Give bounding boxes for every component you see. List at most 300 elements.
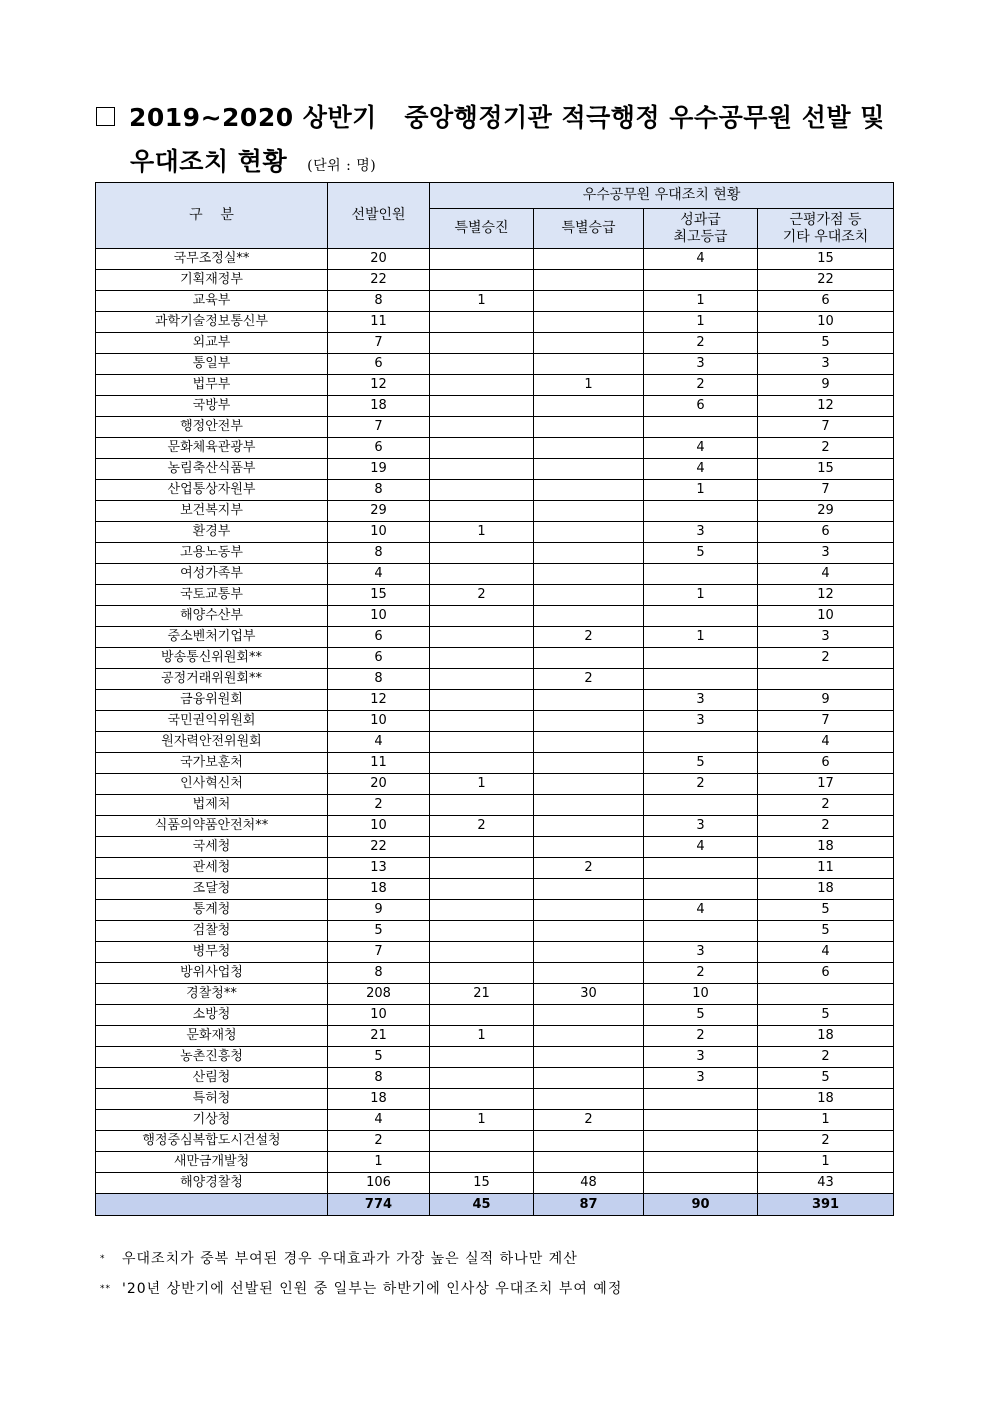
cell-selected: 4 bbox=[328, 732, 430, 753]
cell-agency: 통일부 bbox=[96, 354, 328, 375]
cell-other: 2 bbox=[758, 438, 894, 459]
cell-bonus-top bbox=[644, 669, 758, 690]
cell-special-promotion bbox=[430, 333, 534, 354]
cell-selected: 9 bbox=[328, 900, 430, 921]
cell-other: 5 bbox=[758, 333, 894, 354]
cell-special-promotion bbox=[430, 732, 534, 753]
cell-selected: 7 bbox=[328, 333, 430, 354]
cell-selected: 8 bbox=[328, 1068, 430, 1089]
table-row bbox=[96, 333, 894, 354]
cell-bonus-top: 3 bbox=[644, 1068, 758, 1089]
header-category: 구 분 bbox=[96, 183, 328, 249]
cell-special-promotion bbox=[430, 606, 534, 627]
cell-other: 4 bbox=[758, 564, 894, 585]
cell-other: 2 bbox=[758, 1047, 894, 1068]
cell-bonus-top bbox=[644, 564, 758, 585]
cell-other: 1 bbox=[758, 1110, 894, 1131]
cell-special-grade bbox=[534, 753, 644, 774]
footnote-mark: ** bbox=[100, 1284, 111, 1294]
cell-bonus-top bbox=[644, 1152, 758, 1173]
cell-special-promotion bbox=[430, 1152, 534, 1173]
total-cell-selected: 774 bbox=[328, 1194, 430, 1216]
unit-label: (단위 : 명) bbox=[307, 158, 377, 174]
cell-bonus-top bbox=[644, 732, 758, 753]
cell-agency: 행정안전부 bbox=[96, 417, 328, 438]
cell-special-grade bbox=[534, 354, 644, 375]
cell-special-grade bbox=[534, 1005, 644, 1026]
cell-other: 15 bbox=[758, 459, 894, 480]
cell-bonus-top bbox=[644, 921, 758, 942]
cell-bonus-top: 4 bbox=[644, 459, 758, 480]
cell-bonus-top: 2 bbox=[644, 1026, 758, 1047]
cell-special-promotion: 15 bbox=[430, 1173, 534, 1194]
table-row bbox=[96, 732, 894, 753]
cell-selected: 10 bbox=[328, 606, 430, 627]
cell-bonus-top bbox=[644, 795, 758, 816]
cell-special-promotion: 1 bbox=[430, 1026, 534, 1047]
cell-agency: 병무청 bbox=[96, 942, 328, 963]
table-row bbox=[96, 543, 894, 564]
table-row bbox=[96, 501, 894, 522]
cell-special-grade: 30 bbox=[534, 984, 644, 1005]
cell-special-promotion: 1 bbox=[430, 1110, 534, 1131]
table-row bbox=[96, 837, 894, 858]
cell-special-promotion bbox=[430, 459, 534, 480]
document-title bbox=[96, 96, 885, 188]
cell-special-promotion bbox=[430, 480, 534, 501]
header-special-grade: 특별승급 bbox=[534, 209, 644, 249]
cell-other: 2 bbox=[758, 648, 894, 669]
cell-other: 12 bbox=[758, 396, 894, 417]
cell-agency: 방송통신위원회** bbox=[96, 648, 328, 669]
cell-selected: 4 bbox=[328, 564, 430, 585]
cell-selected: 7 bbox=[328, 417, 430, 438]
cell-special-grade: 2 bbox=[534, 858, 644, 879]
cell-selected: 18 bbox=[328, 1089, 430, 1110]
cell-bonus-top bbox=[644, 879, 758, 900]
header-other-line1: 근평가점 등 bbox=[789, 211, 862, 228]
cell-special-grade bbox=[534, 270, 644, 291]
cell-bonus-top: 2 bbox=[644, 963, 758, 984]
table-row bbox=[96, 858, 894, 879]
cell-other: 11 bbox=[758, 858, 894, 879]
cell-selected: 20 bbox=[328, 774, 430, 795]
cell-special-promotion bbox=[430, 879, 534, 900]
title-text-2: 우대조치 현황 bbox=[130, 147, 288, 176]
cell-other: 6 bbox=[758, 753, 894, 774]
cell-other: 9 bbox=[758, 690, 894, 711]
cell-bonus-top: 1 bbox=[644, 291, 758, 312]
cell-special-grade bbox=[534, 921, 644, 942]
cell-selected: 12 bbox=[328, 375, 430, 396]
cell-agency: 식품의약품안전처** bbox=[96, 816, 328, 837]
cell-agency: 새만금개발청 bbox=[96, 1152, 328, 1173]
cell-bonus-top: 3 bbox=[644, 942, 758, 963]
header-other-line2: 기타 우대조치 bbox=[782, 228, 869, 245]
table-row bbox=[96, 438, 894, 459]
cell-agency: 금융위원회 bbox=[96, 690, 328, 711]
cell-selected: 22 bbox=[328, 270, 430, 291]
cell-other: 18 bbox=[758, 879, 894, 900]
cell-selected: 6 bbox=[328, 354, 430, 375]
cell-bonus-top: 3 bbox=[644, 711, 758, 732]
header-special-promotion: 특별승진 bbox=[430, 209, 534, 249]
cell-special-grade bbox=[534, 564, 644, 585]
cell-special-promotion: 1 bbox=[430, 774, 534, 795]
cell-bonus-top: 1 bbox=[644, 312, 758, 333]
cell-agency: 원자력안전위원회 bbox=[96, 732, 328, 753]
cell-selected: 22 bbox=[328, 837, 430, 858]
table-row bbox=[96, 1110, 894, 1131]
cell-agency: 과학기술정보통신부 bbox=[96, 312, 328, 333]
cell-special-grade bbox=[534, 1026, 644, 1047]
cell-special-grade: 2 bbox=[534, 1110, 644, 1131]
header-bonus-top bbox=[644, 209, 758, 249]
cell-selected: 6 bbox=[328, 648, 430, 669]
footnote-text: '20년 상반기에 선발된 인원 중 일부는 하반기에 인사상 우대조치 부여 예정 bbox=[122, 1281, 623, 1297]
table-row bbox=[96, 1068, 894, 1089]
cell-special-grade: 48 bbox=[534, 1173, 644, 1194]
cell-bonus-top bbox=[644, 606, 758, 627]
cell-selected: 18 bbox=[328, 396, 430, 417]
cell-other: 6 bbox=[758, 963, 894, 984]
cell-special-grade bbox=[534, 501, 644, 522]
cell-selected: 8 bbox=[328, 963, 430, 984]
table-row bbox=[96, 774, 894, 795]
cell-bonus-top: 1 bbox=[644, 627, 758, 648]
cell-other: 10 bbox=[758, 606, 894, 627]
cell-special-grade bbox=[534, 312, 644, 333]
cell-bonus-top: 1 bbox=[644, 585, 758, 606]
total-cell-special-promotion: 45 bbox=[430, 1194, 534, 1216]
cell-special-promotion bbox=[430, 396, 534, 417]
table-row bbox=[96, 669, 894, 690]
total-cell-agency bbox=[96, 1194, 328, 1216]
cell-special-promotion bbox=[430, 648, 534, 669]
cell-bonus-top bbox=[644, 858, 758, 879]
cell-agency: 해양경찰청 bbox=[96, 1173, 328, 1194]
cell-other: 10 bbox=[758, 312, 894, 333]
cell-special-grade bbox=[534, 690, 644, 711]
cell-bonus-top: 3 bbox=[644, 522, 758, 543]
cell-agency: 관세청 bbox=[96, 858, 328, 879]
cell-selected: 11 bbox=[328, 753, 430, 774]
cell-agency: 환경부 bbox=[96, 522, 328, 543]
cell-other: 22 bbox=[758, 270, 894, 291]
cell-special-grade bbox=[534, 291, 644, 312]
cell-agency: 중소벤처기업부 bbox=[96, 627, 328, 648]
cell-special-grade bbox=[534, 1047, 644, 1068]
table-row bbox=[96, 690, 894, 711]
table-row bbox=[96, 585, 894, 606]
cell-special-promotion bbox=[430, 564, 534, 585]
table-row bbox=[96, 459, 894, 480]
header-selected: 선발인원 bbox=[328, 183, 430, 249]
cell-other: 5 bbox=[758, 921, 894, 942]
cell-agency: 문화재청 bbox=[96, 1026, 328, 1047]
cell-bonus-top bbox=[644, 1089, 758, 1110]
cell-special-promotion bbox=[430, 501, 534, 522]
cell-bonus-top: 2 bbox=[644, 375, 758, 396]
cell-special-promotion bbox=[430, 690, 534, 711]
table-row bbox=[96, 648, 894, 669]
cell-special-grade bbox=[534, 522, 644, 543]
cell-agency: 인사혁신처 bbox=[96, 774, 328, 795]
cell-other: 3 bbox=[758, 543, 894, 564]
total-cell-other: 391 bbox=[758, 1194, 894, 1216]
table-row bbox=[96, 1005, 894, 1026]
cell-selected: 6 bbox=[328, 627, 430, 648]
cell-bonus-top: 3 bbox=[644, 1047, 758, 1068]
cell-selected: 19 bbox=[328, 459, 430, 480]
cell-bonus-top: 4 bbox=[644, 837, 758, 858]
cell-special-grade bbox=[534, 438, 644, 459]
cell-special-promotion bbox=[430, 627, 534, 648]
cell-other: 7 bbox=[758, 480, 894, 501]
table-row bbox=[96, 1089, 894, 1110]
cell-special-promotion bbox=[430, 417, 534, 438]
cell-bonus-top: 6 bbox=[644, 396, 758, 417]
cell-special-promotion bbox=[430, 942, 534, 963]
cell-agency: 기상청 bbox=[96, 1110, 328, 1131]
cell-bonus-top: 4 bbox=[644, 900, 758, 921]
cell-special-promotion: 2 bbox=[430, 585, 534, 606]
cell-special-promotion bbox=[430, 837, 534, 858]
total-cell-bonus-top: 90 bbox=[644, 1194, 758, 1216]
cell-special-grade bbox=[534, 711, 644, 732]
cell-selected: 18 bbox=[328, 879, 430, 900]
cell-bonus-top: 2 bbox=[644, 774, 758, 795]
table-body bbox=[96, 249, 894, 1216]
footnotes bbox=[100, 1248, 622, 1308]
cell-agency: 국가보훈처 bbox=[96, 753, 328, 774]
title-line-1 bbox=[96, 96, 885, 140]
cell-selected: 12 bbox=[328, 690, 430, 711]
cell-bonus-top: 4 bbox=[644, 249, 758, 270]
table-row bbox=[96, 564, 894, 585]
cell-selected: 21 bbox=[328, 1026, 430, 1047]
cell-agency: 국방부 bbox=[96, 396, 328, 417]
cell-agency: 외교부 bbox=[96, 333, 328, 354]
table-row bbox=[96, 606, 894, 627]
cell-special-grade bbox=[534, 837, 644, 858]
table-row bbox=[96, 1173, 894, 1194]
cell-selected: 6 bbox=[328, 438, 430, 459]
cell-other bbox=[758, 669, 894, 690]
cell-agency: 방위사업청 bbox=[96, 963, 328, 984]
cell-special-grade bbox=[534, 774, 644, 795]
cell-selected: 7 bbox=[328, 942, 430, 963]
cell-agency: 여성가족부 bbox=[96, 564, 328, 585]
cell-other: 2 bbox=[758, 1131, 894, 1152]
cell-special-grade bbox=[534, 900, 644, 921]
cell-special-promotion bbox=[430, 900, 534, 921]
table-row bbox=[96, 816, 894, 837]
cell-bonus-top bbox=[644, 648, 758, 669]
cell-other: 18 bbox=[758, 837, 894, 858]
cell-special-promotion: 21 bbox=[430, 984, 534, 1005]
table-row bbox=[96, 1047, 894, 1068]
table-row bbox=[96, 270, 894, 291]
cell-other: 5 bbox=[758, 1068, 894, 1089]
cell-special-grade bbox=[534, 795, 644, 816]
cell-bonus-top: 1 bbox=[644, 480, 758, 501]
cell-special-grade bbox=[534, 1152, 644, 1173]
table-row bbox=[96, 375, 894, 396]
cell-special-promotion bbox=[430, 375, 534, 396]
cell-other: 4 bbox=[758, 732, 894, 753]
total-cell-special-grade: 87 bbox=[534, 1194, 644, 1216]
cell-agency: 조달청 bbox=[96, 879, 328, 900]
header-bonus-line1: 성과급 bbox=[680, 211, 721, 228]
cell-bonus-top bbox=[644, 1110, 758, 1131]
table-row bbox=[96, 942, 894, 963]
cell-agency: 문화체육관광부 bbox=[96, 438, 328, 459]
cell-bonus-top: 3 bbox=[644, 816, 758, 837]
cell-selected: 10 bbox=[328, 1005, 430, 1026]
cell-special-promotion bbox=[430, 1089, 534, 1110]
footnote bbox=[100, 1248, 622, 1278]
cell-other bbox=[758, 984, 894, 1005]
table-row bbox=[96, 522, 894, 543]
title-text-1: 2019~2020 상반기 중앙행정기관 적극행정 우수공무원 선발 및 bbox=[129, 103, 885, 132]
cell-selected: 5 bbox=[328, 921, 430, 942]
cell-special-grade: 2 bbox=[534, 627, 644, 648]
cell-selected: 10 bbox=[328, 522, 430, 543]
cell-other: 7 bbox=[758, 711, 894, 732]
cell-agency: 산림청 bbox=[96, 1068, 328, 1089]
cell-bonus-top: 4 bbox=[644, 438, 758, 459]
cell-bonus-top bbox=[644, 1173, 758, 1194]
cell-selected: 8 bbox=[328, 291, 430, 312]
table-row bbox=[96, 312, 894, 333]
cell-special-promotion: 1 bbox=[430, 522, 534, 543]
cell-bonus-top bbox=[644, 1131, 758, 1152]
cell-other: 6 bbox=[758, 522, 894, 543]
cell-other: 2 bbox=[758, 795, 894, 816]
cell-agency: 기획재정부 bbox=[96, 270, 328, 291]
cell-agency: 국민권익위원회 bbox=[96, 711, 328, 732]
cell-agency: 법무부 bbox=[96, 375, 328, 396]
table-row bbox=[96, 249, 894, 270]
table-row bbox=[96, 354, 894, 375]
cell-special-promotion bbox=[430, 438, 534, 459]
cell-selected: 8 bbox=[328, 543, 430, 564]
title-line-2 bbox=[96, 140, 885, 188]
footnote bbox=[100, 1278, 622, 1308]
cell-agency: 농림축산식품부 bbox=[96, 459, 328, 480]
cell-selected: 8 bbox=[328, 480, 430, 501]
cell-special-grade bbox=[534, 606, 644, 627]
cell-bonus-top: 3 bbox=[644, 690, 758, 711]
cell-selected: 2 bbox=[328, 795, 430, 816]
cell-special-grade bbox=[534, 816, 644, 837]
cell-selected: 11 bbox=[328, 312, 430, 333]
cell-agency: 농촌진흥청 bbox=[96, 1047, 328, 1068]
cell-special-grade bbox=[534, 480, 644, 501]
cell-special-grade bbox=[534, 879, 644, 900]
cell-special-grade bbox=[534, 249, 644, 270]
cell-other: 17 bbox=[758, 774, 894, 795]
table-row bbox=[96, 291, 894, 312]
cell-selected: 10 bbox=[328, 711, 430, 732]
cell-special-grade bbox=[534, 543, 644, 564]
cell-agency: 경찰청** bbox=[96, 984, 328, 1005]
header-bonus-line2: 최고등급 bbox=[673, 228, 728, 245]
cell-special-promotion bbox=[430, 312, 534, 333]
cell-special-grade: 2 bbox=[534, 669, 644, 690]
cell-bonus-top: 5 bbox=[644, 1005, 758, 1026]
cell-agency: 보건복지부 bbox=[96, 501, 328, 522]
cell-agency: 특허청 bbox=[96, 1089, 328, 1110]
checkbox-square-icon bbox=[96, 107, 115, 126]
cell-bonus-top bbox=[644, 501, 758, 522]
cell-special-grade bbox=[534, 459, 644, 480]
cell-other: 1 bbox=[758, 1152, 894, 1173]
cell-special-grade bbox=[534, 396, 644, 417]
cell-agency: 공정거래위원회** bbox=[96, 669, 328, 690]
cell-agency: 산업통상자원부 bbox=[96, 480, 328, 501]
cell-special-promotion bbox=[430, 711, 534, 732]
cell-other: 7 bbox=[758, 417, 894, 438]
cell-agency: 고용노동부 bbox=[96, 543, 328, 564]
cell-other: 2 bbox=[758, 816, 894, 837]
cell-selected: 20 bbox=[328, 249, 430, 270]
cell-selected: 106 bbox=[328, 1173, 430, 1194]
cell-special-promotion bbox=[430, 354, 534, 375]
cell-special-grade bbox=[534, 942, 644, 963]
cell-special-grade bbox=[534, 963, 644, 984]
cell-bonus-top: 5 bbox=[644, 753, 758, 774]
cell-selected: 29 bbox=[328, 501, 430, 522]
cell-agency: 행정중심복합도시건설청 bbox=[96, 1131, 328, 1152]
cell-agency: 통계청 bbox=[96, 900, 328, 921]
cell-special-grade bbox=[534, 732, 644, 753]
cell-bonus-top bbox=[644, 270, 758, 291]
header-other bbox=[758, 209, 894, 249]
cell-selected: 2 bbox=[328, 1131, 430, 1152]
cell-other: 6 bbox=[758, 291, 894, 312]
table-row bbox=[96, 1131, 894, 1152]
table-row bbox=[96, 795, 894, 816]
cell-other: 18 bbox=[758, 1089, 894, 1110]
header-group: 우수공무원 우대조치 현황 bbox=[430, 183, 894, 209]
cell-agency: 국세청 bbox=[96, 837, 328, 858]
cell-other: 43 bbox=[758, 1173, 894, 1194]
cell-other: 3 bbox=[758, 627, 894, 648]
cell-other: 12 bbox=[758, 585, 894, 606]
table-row bbox=[96, 396, 894, 417]
cell-bonus-top: 3 bbox=[644, 354, 758, 375]
cell-special-promotion bbox=[430, 669, 534, 690]
cell-special-promotion bbox=[430, 1131, 534, 1152]
table-row bbox=[96, 753, 894, 774]
cell-special-promotion bbox=[430, 1005, 534, 1026]
cell-bonus-top: 10 bbox=[644, 984, 758, 1005]
cell-special-grade: 1 bbox=[534, 375, 644, 396]
cell-agency: 교육부 bbox=[96, 291, 328, 312]
cell-special-grade bbox=[534, 1068, 644, 1089]
table-row bbox=[96, 984, 894, 1005]
table-row bbox=[96, 711, 894, 732]
cell-selected: 4 bbox=[328, 1110, 430, 1131]
cell-other: 9 bbox=[758, 375, 894, 396]
cell-other: 5 bbox=[758, 1005, 894, 1026]
cell-special-promotion bbox=[430, 270, 534, 291]
cell-other: 15 bbox=[758, 249, 894, 270]
cell-bonus-top bbox=[644, 417, 758, 438]
cell-selected: 1 bbox=[328, 1152, 430, 1173]
